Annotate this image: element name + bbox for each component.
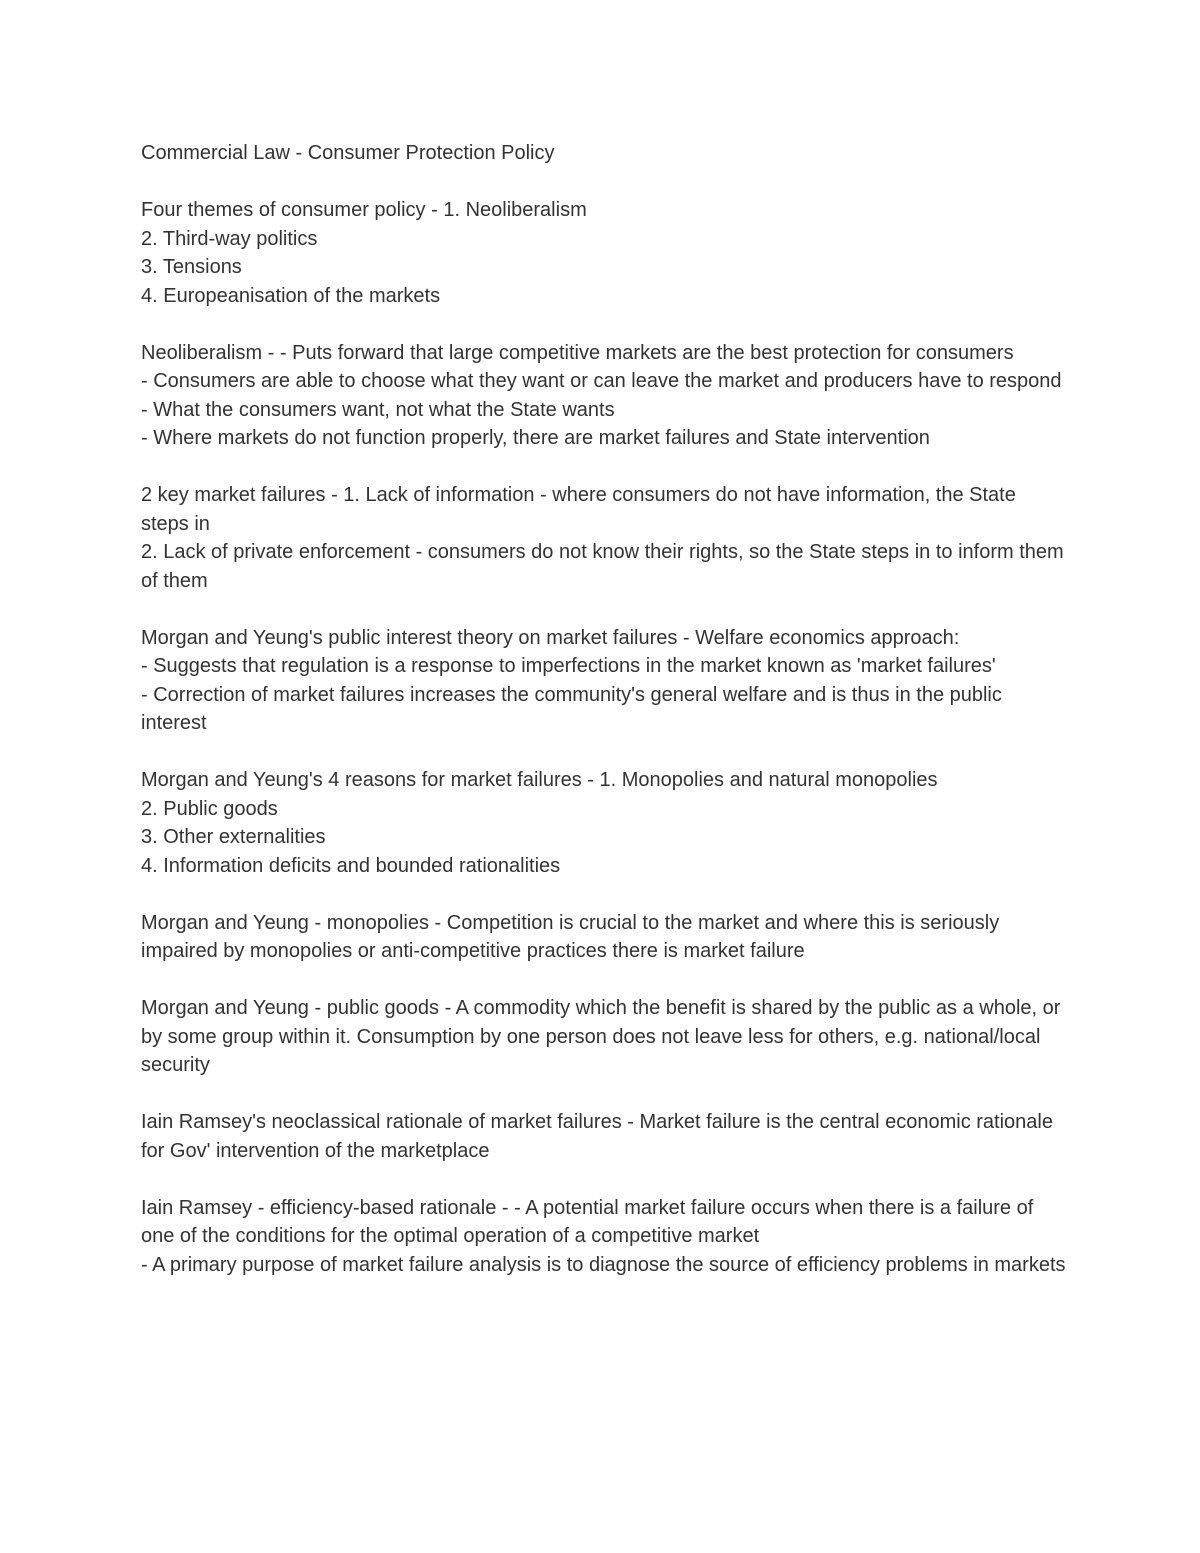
text-line: - Consumers are able to choose what they want or can leave the market and producers have to respond: [141, 370, 1062, 392]
text-line: 2. Third-way politics: [141, 227, 318, 250]
text-line: Iain Ramsey - efficiency-based rationale - - A potential market failure occurs when there is a failure of one of the conditions for the optimal operation of a competitive market: [141, 1196, 1034, 1247]
text-line: 3. Other externalities: [141, 826, 326, 848]
text-line: 2 key market failures - 1. Lack of information - where consumers do not have information, the State steps in: [141, 484, 1016, 535]
text-line: Morgan and Yeung - public goods - A commodity which the benefit is shared by the public as a whole, or by some group within it. Consumption by one person does not leave less for others, e.g. national/local security: [141, 997, 1061, 1076]
efficiency-rationale-section: [141, 1194, 1066, 1280]
document-title-block: [141, 139, 1066, 168]
key-market-failures-section: [141, 481, 1066, 595]
text-line: Neoliberalism - - Puts forward that large competitive markets are the best protection for consumers: [141, 341, 1014, 364]
text-line: Morgan and Yeung's 4 reasons for market failures - 1. Monopolies and natural monopolies: [141, 769, 938, 791]
text-line: - Correction of market failures increases the community's general welfare and is thus in the public interest: [141, 683, 1002, 734]
text-line: Iain Ramsey's neoclassical rationale of market failures - Market failure is the central economic rationale for Gov' intervention of the marketplace: [141, 1111, 1053, 1162]
neoclassical-rationale-section: [141, 1108, 1066, 1165]
document-title: Commercial Law - Consumer Protection Policy: [141, 142, 555, 164]
text-line: 4. Information deficits and bounded rationalities: [141, 854, 561, 877]
document-body: [141, 139, 1066, 1279]
text-line: 2. Lack of private enforcement - consumers do not know their rights, so the State steps in to inform them of them: [141, 541, 1064, 592]
text-line: Morgan and Yeung - monopolies - Competition is crucial to the market and where this is seriously impaired by monopolies or anti-competitive practices there is market failure: [141, 911, 1000, 962]
market-failure-reasons-section: [141, 766, 1066, 880]
monopolies-section: [141, 909, 1066, 966]
neoliberalism-section: [141, 339, 1066, 453]
text-line: - What the consumers want, not what the State wants: [141, 398, 615, 421]
text-line: - Where markets do not function properly, there are market failures and State intervention: [141, 427, 930, 449]
text-line: Morgan and Yeung's public interest theory on market failures - Welfare economics approach:: [141, 626, 960, 649]
public-goods-section: [141, 994, 1066, 1080]
public-interest-theory-section: [141, 624, 1066, 738]
text-line: - Suggests that regulation is a response to imperfections in the market known as 'market failures': [141, 655, 996, 677]
text-line: 3. Tensions: [141, 256, 242, 278]
text-line: Four themes of consumer policy - 1. Neoliberalism: [141, 199, 587, 221]
text-line: 4. Europeanisation of the markets: [141, 284, 441, 307]
text-line: - A primary purpose of market failure analysis is to diagnose the source of efficiency problems in markets: [141, 1253, 1066, 1276]
consumer-policy-themes: [141, 196, 1066, 310]
text-line: 2. Public goods: [141, 797, 278, 820]
